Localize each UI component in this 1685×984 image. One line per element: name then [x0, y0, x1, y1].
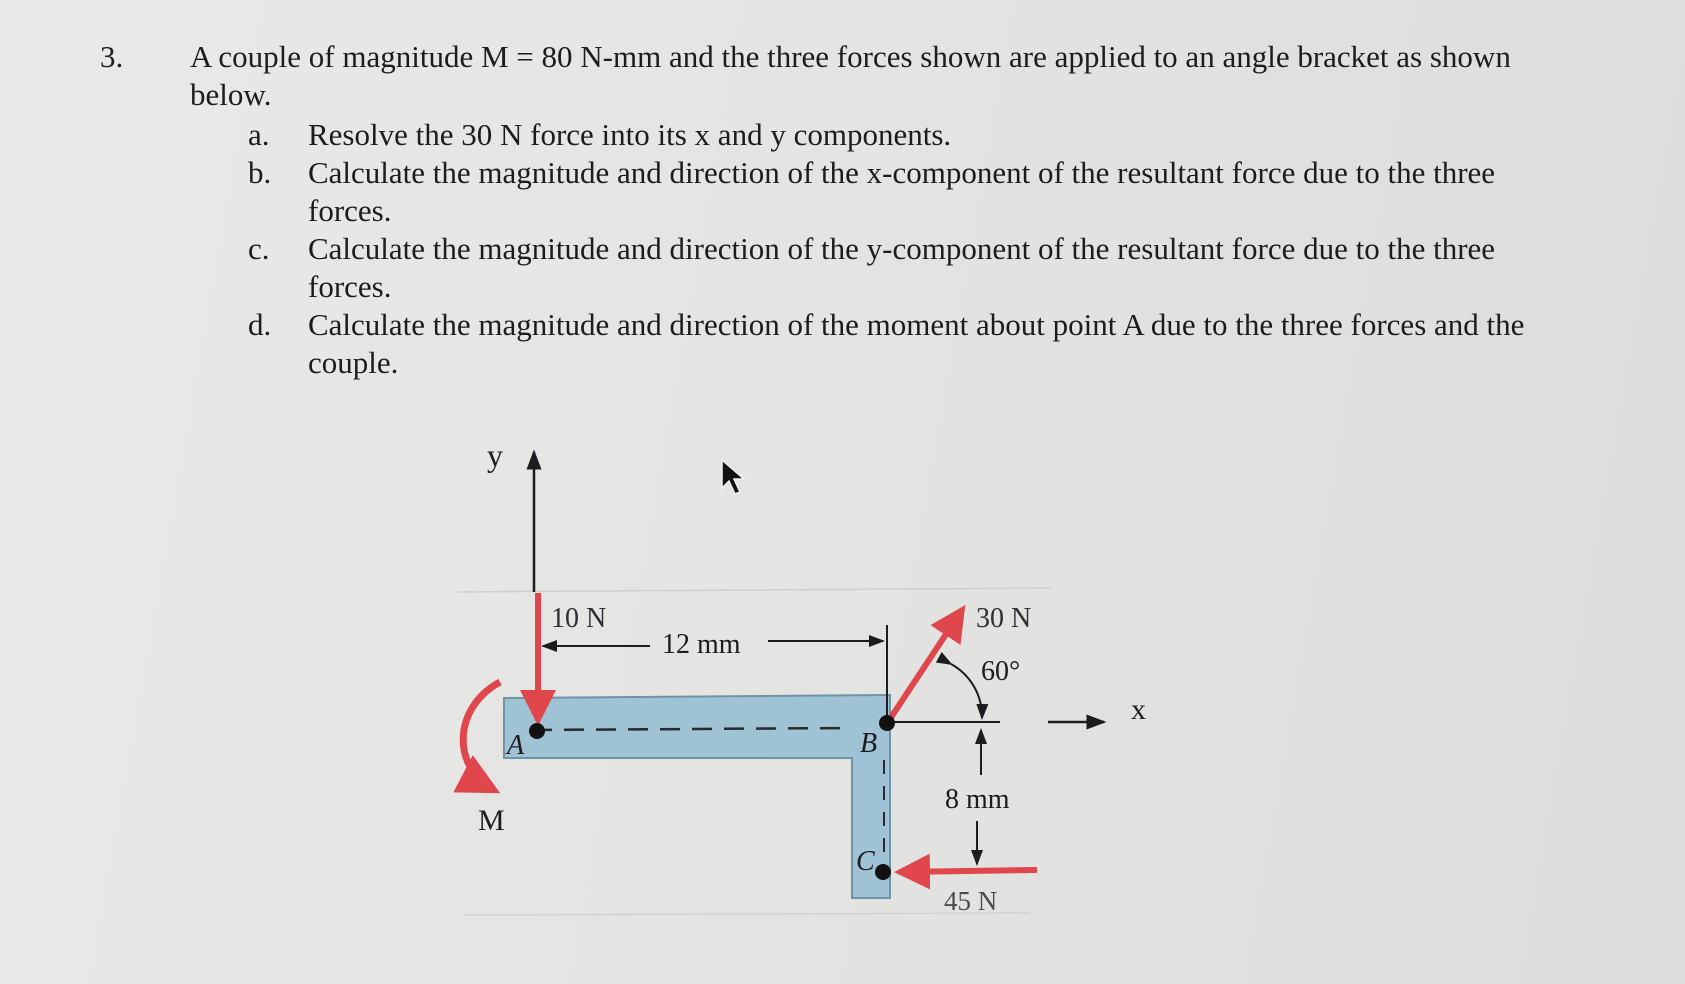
dim-12mm-label: 12 mm [662, 629, 741, 660]
part-text: Calculate the magnitude and direction of the moment about point A due to the three forces and the couple. [308, 307, 1525, 380]
part-label: c. [248, 231, 270, 266]
part-text: Calculate the magnitude and direction of the x-component of the resultant force due to the three forces. [308, 155, 1496, 228]
angle-60-arc [951, 664, 982, 718]
point-c-label: C [856, 846, 875, 877]
force-30n-label: 30 N [976, 603, 1032, 634]
point-c-dot [875, 864, 891, 880]
figure-frame-top [458, 588, 1050, 592]
angle-60-label: 60° [981, 656, 1021, 687]
point-a-dot [529, 723, 545, 739]
part-text: Resolve the 30 N force into its x and y components. [308, 117, 952, 152]
dim-8mm-label: 8 mm [945, 784, 1010, 815]
part-label: d. [248, 307, 272, 342]
question-stem: A couple of magnitude M = 80 N-mm and the three forces shown are applied to an angle bracket as shown below. [190, 39, 1511, 112]
force-30n-arrow [888, 610, 962, 722]
y-axis-label: y [487, 437, 503, 473]
force-10n-label: 10 N [551, 603, 607, 634]
point-b-label: B [860, 728, 878, 759]
part-label: b. [248, 155, 272, 190]
angle-bracket [504, 695, 890, 898]
couple-arrow-icon [463, 682, 500, 790]
x-axis-label: x [1131, 693, 1146, 726]
question-number: 3. [100, 39, 124, 74]
cursor-arrow-icon [722, 460, 744, 494]
part-text: Calculate the magnitude and direction of the y-component of the resultant force due to the three forces. [308, 231, 1496, 304]
force-45n-label: 45 N [944, 886, 998, 916]
part-label: a. [248, 117, 270, 152]
point-b-dot [879, 715, 895, 731]
couple-label: M [478, 804, 505, 837]
force-45n-arrow [900, 870, 1037, 872]
point-a-label: A [507, 730, 525, 761]
